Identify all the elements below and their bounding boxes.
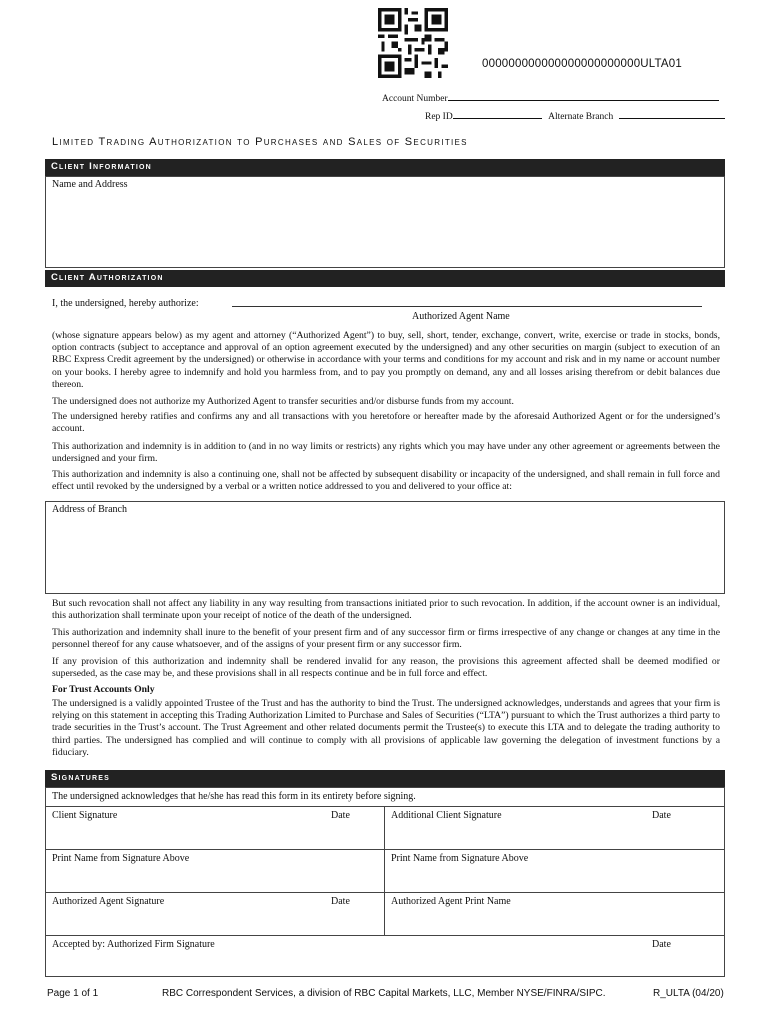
- successor-paragraph: This authorization and indemnity shall inure to the benefit of your present firm and of any successor firm or firms irrespective of any change or changes at any time in the personnel thereof for any cause whatsoever, and of the assigns of your present firm or any successor firm.: [52, 627, 720, 651]
- authorized-agent-signature-date[interactable]: Date: [331, 896, 350, 907]
- alternate-branch-field[interactable]: [619, 110, 725, 119]
- client-authorization-header: Client Authorization: [45, 270, 725, 287]
- qr-code-icon: [378, 8, 448, 78]
- trust-paragraph: The undersigned is a validly appointed Trustee of the Trust and has the authority to bind the Trust. The undersigned acknowledges, understands and agrees that your firm is relying on this statement in accepting this Trading Authorization Limited to Purchase and Sales of Securities (“LTA”) pursuant to which the Trust authorizes a third party to trade securities in the Trust’s account. The Trust Agreement and other related documents permit the Trustee(s) to execute this LTA and to delegate the trading authority to third parties. The undersigned has complied and will continue to comply with all provisions of applicable law governing the delegation of investment functions by a fiduciary.: [52, 698, 720, 758]
- additional-client-signature-date[interactable]: Date: [652, 810, 671, 821]
- additional-client-signature-field[interactable]: Additional Client Signature: [391, 810, 502, 821]
- invalid-provision-paragraph: If any provision of this authorization and indemnity shall be rendered invalid for any reason, the provisions this agreement affected shall be deemed modified or superseded, as the case may be, and these provisions shall in all respects continue and be in full force and effect.: [52, 656, 720, 680]
- accepted-by-field[interactable]: Accepted by: Authorized Firm Signature: [52, 939, 215, 950]
- barcode-text: 000000000000000000000000ULTA01: [482, 58, 682, 70]
- signature-grid-line: [45, 806, 725, 807]
- form-title: Limited Trading Authorization to Purchases and Sales of Securities: [52, 136, 468, 148]
- client-signature-field[interactable]: Client Signature: [52, 810, 118, 821]
- authorization-paragraph-5: This authorization and indemnity is also a continuing one, shall not be affected by subsequent disability or incapacity of the undersigned, and shall remain in full force and effect until revoked by the undersigned by a verbal or a written notice addressed to you and delivered to your office at:: [52, 469, 720, 493]
- authorized-agent-name-caption: Authorized Agent Name: [412, 311, 510, 322]
- account-number-label: Account Number: [382, 94, 448, 104]
- authorized-agent-name-line[interactable]: [232, 306, 702, 307]
- address-of-branch-label: Address of Branch: [52, 504, 127, 515]
- client-information-header: Client Information: [45, 159, 725, 176]
- account-number-field[interactable]: [448, 92, 719, 101]
- print-name-left-field[interactable]: Print Name from Signature Above: [52, 853, 190, 864]
- signatures-header: Signatures: [45, 770, 725, 787]
- footer-company: RBC Correspondent Services, a division of RBC Capital Markets, LLC, Member NYSE/FINRA/SIPC.: [162, 988, 606, 999]
- authorization-paragraph-1: (whose signature appears below) as my agent and attorney (“Authorized Agent”) to buy, sell, short, tender, exchange, convert, write, exercise or trade in stocks, bonds, option contracts (subject to acceptance and approval of an option agreement executed by the undersigned) and any other securities on margin (subject to execution of an RBC Express Credit agreement by the undersigned) or otherwise in accordance with your terms and conditions for my account and risk and in my name or account number on your books. I hereby agree to indemnify and hold you harmless from, and to pay you promptly on demand, any and all losses arising therefrom or debit balances due thereon.: [52, 330, 720, 390]
- revocation-paragraph: But such revocation shall not affect any liability in any way resulting from transactions initiated prior to such revocation. In addition, if the account owner is an individual, this authorization shall terminate upon your receipt of notice of the death of the undersigned.: [52, 598, 720, 622]
- signatures-acknowledgement: The undersigned acknowledges that he/she has read this form in its entirety before signing.: [52, 791, 416, 802]
- client-signature-date[interactable]: Date: [331, 810, 350, 821]
- name-address-label: Name and Address: [52, 179, 128, 190]
- signature-grid-line: [45, 935, 725, 936]
- authorize-text: I, the undersigned, hereby authorize:: [52, 298, 199, 309]
- authorization-paragraph-4: This authorization and indemnity is in addition to (and in no way limits or restricts) any rights which you may have under any other agreement or agreements between the undersigned and your firm.: [52, 441, 720, 465]
- authorized-agent-print-name-field[interactable]: Authorized Agent Print Name: [391, 896, 511, 907]
- name-address-box[interactable]: [45, 176, 725, 268]
- print-name-right-field[interactable]: Print Name from Signature Above: [391, 853, 529, 864]
- trust-accounts-heading: For Trust Accounts Only: [52, 684, 155, 695]
- accepted-by-date[interactable]: Date: [652, 939, 671, 950]
- signature-grid-divider: [384, 806, 385, 935]
- account-number-row: [382, 92, 719, 104]
- authorization-paragraph-3: The undersigned hereby ratifies and confirms any and all transactions with you heretofore or hereafter made by the aforesaid Authorized Agent or for the undersigned’s account.: [52, 411, 720, 435]
- footer-page-number: Page 1 of 1: [47, 988, 99, 999]
- rep-id-label: Rep ID: [425, 112, 453, 122]
- footer-form-code: R_ULTA (04/20): [653, 988, 724, 999]
- authorization-paragraph-2: The undersigned does not authorize my Authorized Agent to transfer securities and/or disburse funds from my account.: [52, 396, 514, 407]
- rep-id-field[interactable]: [453, 110, 542, 119]
- signature-grid-line: [45, 849, 725, 850]
- authorized-agent-signature-field[interactable]: Authorized Agent Signature: [52, 896, 165, 907]
- signature-grid-line: [45, 892, 725, 893]
- address-of-branch-box[interactable]: [45, 501, 725, 594]
- alternate-branch-label: Alternate Branch: [548, 112, 614, 122]
- rep-id-row: [425, 110, 725, 122]
